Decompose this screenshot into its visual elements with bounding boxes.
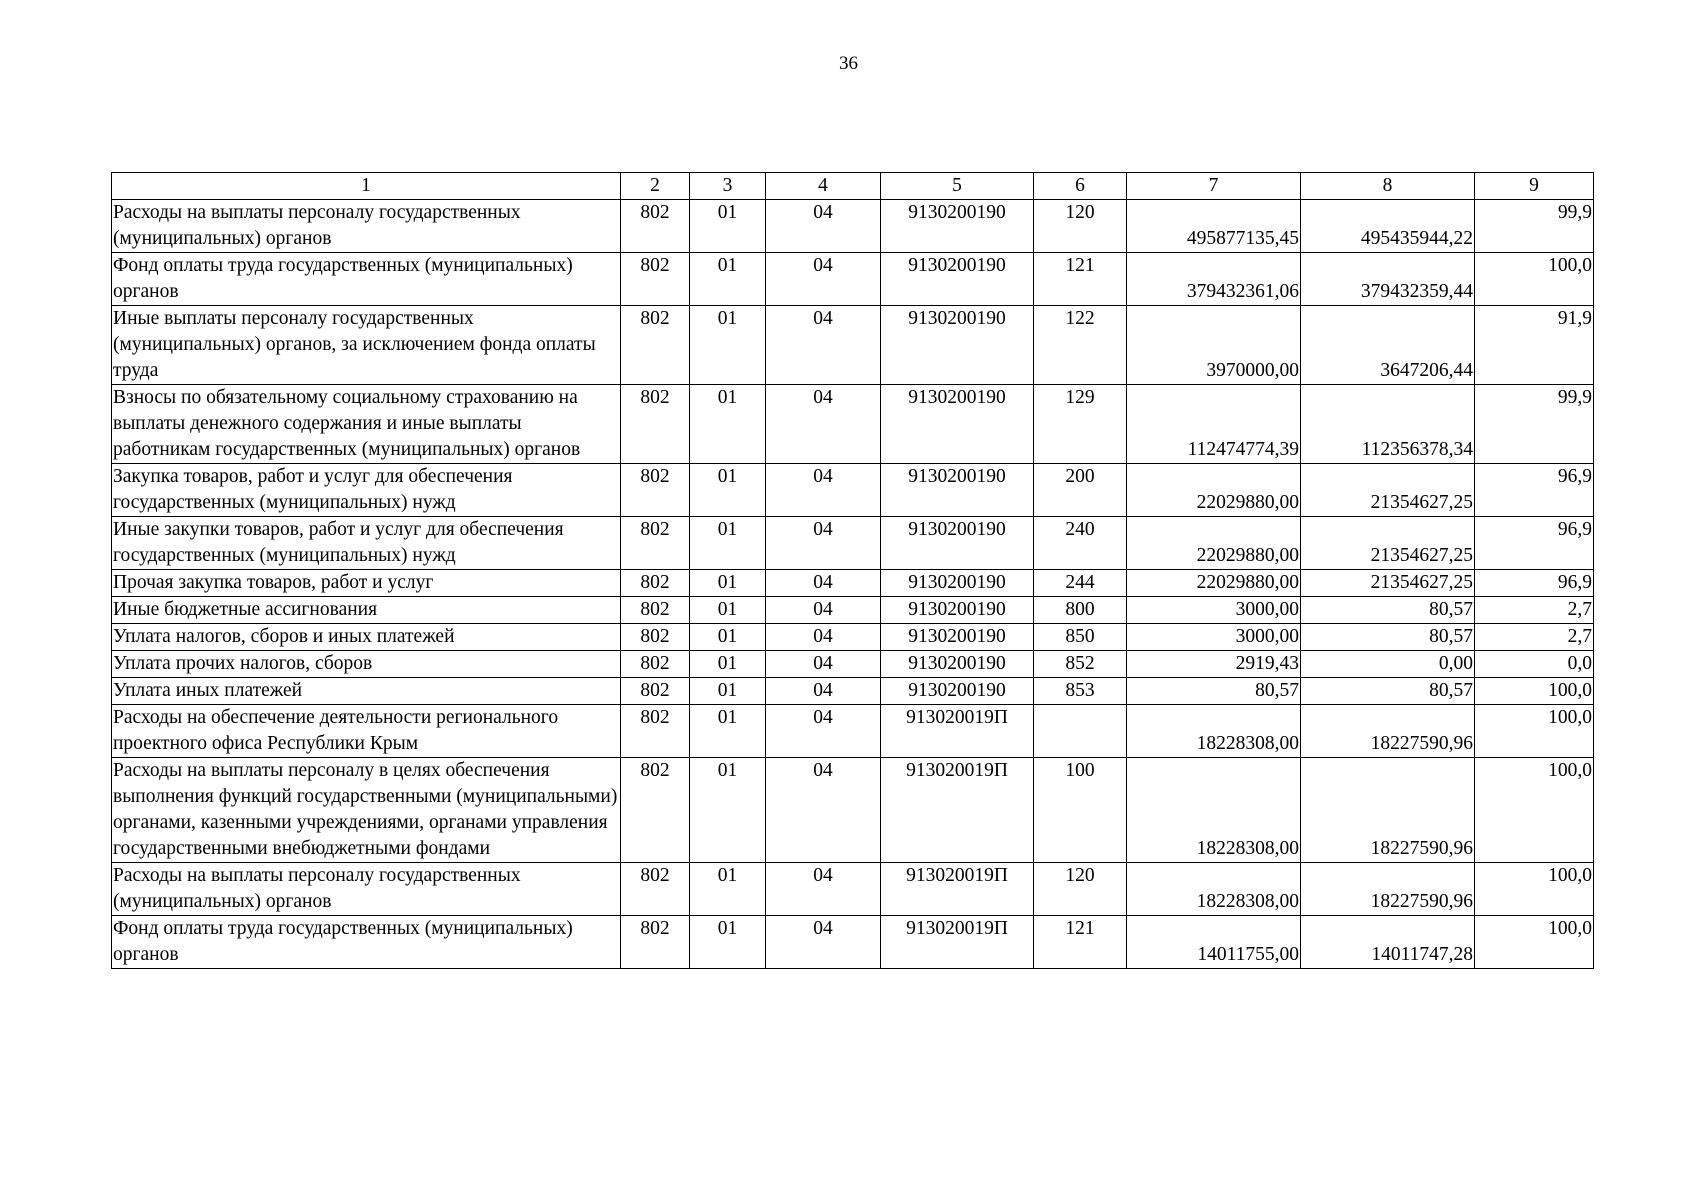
cell-column-4: 04 — [766, 705, 881, 758]
cell-column-5: 9130200190 — [881, 570, 1034, 597]
column-header: 5 — [881, 173, 1034, 200]
cell-column-5: 9130200190 — [881, 624, 1034, 651]
cell-column-2: 802 — [621, 597, 690, 624]
cell-column-3: 01 — [690, 758, 766, 863]
cell-column-8: 21354627,25 — [1301, 464, 1475, 517]
table-row — [112, 517, 1594, 570]
cell-column-5: 9130200190 — [881, 253, 1034, 306]
cell-column-3: 01 — [690, 253, 766, 306]
column-header: 9 — [1475, 173, 1594, 200]
cell-column-8: 21354627,25 — [1301, 517, 1475, 570]
cell-column-3: 01 — [690, 385, 766, 464]
cell-column-8: 0,00 — [1301, 651, 1475, 678]
cell-column-6: 122 — [1034, 306, 1127, 385]
cell-expense-name: Уплата налогов, сборов и иных платежей — [112, 624, 621, 651]
cell-column-6: 853 — [1034, 678, 1127, 705]
cell-column-9: 100,0 — [1475, 758, 1594, 863]
cell-expense-name: Закупка товаров, работ и услуг для обеспечения государственных (муниципальных) нужд — [112, 464, 621, 517]
cell-expense-name: Расходы на выплаты персоналу в целях обеспечения выполнения функций государственными (муниципальными) органами, казенными учреждениями, органами управления государственными внебюджетными фондами — [112, 758, 621, 863]
cell-column-7: 2919,43 — [1127, 651, 1301, 678]
cell-column-9: 100,0 — [1475, 916, 1594, 969]
cell-column-4: 04 — [766, 597, 881, 624]
cell-column-7: 22029880,00 — [1127, 464, 1301, 517]
cell-column-2: 802 — [621, 916, 690, 969]
cell-column-4: 04 — [766, 678, 881, 705]
cell-column-2: 802 — [621, 624, 690, 651]
table-header-row — [112, 173, 1594, 200]
cell-column-8: 14011747,28 — [1301, 916, 1475, 969]
cell-column-8: 80,57 — [1301, 624, 1475, 651]
cell-column-9: 99,9 — [1475, 385, 1594, 464]
cell-column-2: 802 — [621, 651, 690, 678]
cell-column-4: 04 — [766, 651, 881, 678]
cell-column-9: 0,0 — [1475, 651, 1594, 678]
cell-expense-name: Иные выплаты персоналу государственных (муниципальных) органов, за исключением фонда оплаты труда — [112, 306, 621, 385]
cell-column-7: 14011755,00 — [1127, 916, 1301, 969]
cell-column-8: 18227590,96 — [1301, 758, 1475, 863]
budget-table — [111, 172, 1594, 969]
cell-column-2: 802 — [621, 385, 690, 464]
cell-column-4: 04 — [766, 306, 881, 385]
table-row — [112, 705, 1594, 758]
cell-expense-name: Расходы на обеспечение деятельности регионального проектного офиса Республики Крым — [112, 705, 621, 758]
cell-column-6: 850 — [1034, 624, 1127, 651]
cell-column-5: 9130200190 — [881, 464, 1034, 517]
column-header: 7 — [1127, 173, 1301, 200]
cell-column-9: 100,0 — [1475, 253, 1594, 306]
cell-column-3: 01 — [690, 306, 766, 385]
cell-column-7: 379432361,06 — [1127, 253, 1301, 306]
cell-column-5: 9130200190 — [881, 678, 1034, 705]
cell-column-4: 04 — [766, 200, 881, 253]
cell-column-9: 100,0 — [1475, 863, 1594, 916]
cell-column-5: 9130200190 — [881, 200, 1034, 253]
table-row — [112, 306, 1594, 385]
cell-column-2: 802 — [621, 570, 690, 597]
table-row — [112, 651, 1594, 678]
cell-column-6 — [1034, 705, 1127, 758]
cell-column-4: 04 — [766, 517, 881, 570]
cell-column-3: 01 — [690, 705, 766, 758]
cell-column-7: 495877135,45 — [1127, 200, 1301, 253]
cell-column-3: 01 — [690, 651, 766, 678]
table-row — [112, 253, 1594, 306]
cell-expense-name: Иные бюджетные ассигнования — [112, 597, 621, 624]
cell-column-9: 96,9 — [1475, 464, 1594, 517]
cell-expense-name: Взносы по обязательному социальному страхованию на выплаты денежного содержания и иные выплаты работникам государственных (муниципальных) органов — [112, 385, 621, 464]
cell-column-2: 802 — [621, 758, 690, 863]
cell-column-6: 120 — [1034, 200, 1127, 253]
cell-column-7: 112474774,39 — [1127, 385, 1301, 464]
cell-column-3: 01 — [690, 517, 766, 570]
cell-column-3: 01 — [690, 624, 766, 651]
cell-column-8: 80,57 — [1301, 678, 1475, 705]
cell-column-7: 3000,00 — [1127, 597, 1301, 624]
cell-column-4: 04 — [766, 385, 881, 464]
cell-column-3: 01 — [690, 570, 766, 597]
cell-column-7: 22029880,00 — [1127, 517, 1301, 570]
cell-column-5: 913020019П — [881, 758, 1034, 863]
cell-column-7: 18228308,00 — [1127, 705, 1301, 758]
cell-expense-name: Фонд оплаты труда государственных (муниципальных) органов — [112, 916, 621, 969]
table-row — [112, 624, 1594, 651]
table-row — [112, 678, 1594, 705]
cell-column-2: 802 — [621, 464, 690, 517]
cell-column-6: 121 — [1034, 253, 1127, 306]
cell-column-9: 100,0 — [1475, 678, 1594, 705]
cell-column-5: 913020019П — [881, 705, 1034, 758]
cell-column-6: 120 — [1034, 863, 1127, 916]
cell-column-6: 129 — [1034, 385, 1127, 464]
cell-column-8: 379432359,44 — [1301, 253, 1475, 306]
cell-column-7: 80,57 — [1127, 678, 1301, 705]
cell-expense-name: Уплата прочих налогов, сборов — [112, 651, 621, 678]
cell-column-2: 802 — [621, 678, 690, 705]
cell-column-5: 9130200190 — [881, 306, 1034, 385]
cell-column-2: 802 — [621, 705, 690, 758]
cell-column-9: 100,0 — [1475, 705, 1594, 758]
cell-column-8: 112356378,34 — [1301, 385, 1475, 464]
cell-column-4: 04 — [766, 916, 881, 969]
cell-column-6: 244 — [1034, 570, 1127, 597]
cell-column-7: 18228308,00 — [1127, 863, 1301, 916]
cell-column-6: 200 — [1034, 464, 1127, 517]
cell-column-2: 802 — [621, 863, 690, 916]
cell-expense-name: Прочая закупка товаров, работ и услуг — [112, 570, 621, 597]
cell-column-5: 9130200190 — [881, 517, 1034, 570]
cell-expense-name: Уплата иных платежей — [112, 678, 621, 705]
cell-column-3: 01 — [690, 597, 766, 624]
column-header: 8 — [1301, 173, 1475, 200]
cell-column-5: 913020019П — [881, 916, 1034, 969]
cell-column-9: 96,9 — [1475, 517, 1594, 570]
page-number: 36 — [839, 53, 858, 74]
cell-column-6: 800 — [1034, 597, 1127, 624]
column-header: 1 — [112, 173, 621, 200]
table-row — [112, 597, 1594, 624]
cell-column-6: 100 — [1034, 758, 1127, 863]
cell-column-5: 9130200190 — [881, 597, 1034, 624]
cell-expense-name: Иные закупки товаров, работ и услуг для обеспечения государственных (муниципальных) нужд — [112, 517, 621, 570]
cell-column-3: 01 — [690, 863, 766, 916]
cell-column-8: 495435944,22 — [1301, 200, 1475, 253]
table-row — [112, 200, 1594, 253]
cell-column-8: 80,57 — [1301, 597, 1475, 624]
table-row — [112, 916, 1594, 969]
cell-column-4: 04 — [766, 253, 881, 306]
cell-column-9: 91,9 — [1475, 306, 1594, 385]
cell-column-8: 21354627,25 — [1301, 570, 1475, 597]
cell-column-5: 9130200190 — [881, 385, 1034, 464]
cell-column-6: 852 — [1034, 651, 1127, 678]
cell-column-3: 01 — [690, 678, 766, 705]
cell-column-8: 3647206,44 — [1301, 306, 1475, 385]
cell-column-2: 802 — [621, 306, 690, 385]
cell-column-8: 18227590,96 — [1301, 863, 1475, 916]
cell-column-2: 802 — [621, 200, 690, 253]
cell-expense-name: Расходы на выплаты персоналу государственных (муниципальных) органов — [112, 200, 621, 253]
cell-column-7: 22029880,00 — [1127, 570, 1301, 597]
cell-column-4: 04 — [766, 624, 881, 651]
cell-column-7: 3970000,00 — [1127, 306, 1301, 385]
cell-column-4: 04 — [766, 570, 881, 597]
cell-expense-name: Расходы на выплаты персоналу государственных (муниципальных) органов — [112, 863, 621, 916]
cell-column-9: 2,7 — [1475, 624, 1594, 651]
cell-column-2: 802 — [621, 517, 690, 570]
cell-column-6: 240 — [1034, 517, 1127, 570]
table-row — [112, 570, 1594, 597]
cell-column-3: 01 — [690, 916, 766, 969]
cell-column-5: 9130200190 — [881, 651, 1034, 678]
table-row — [112, 385, 1594, 464]
cell-column-4: 04 — [766, 464, 881, 517]
cell-column-8: 18227590,96 — [1301, 705, 1475, 758]
cell-column-9: 2,7 — [1475, 597, 1594, 624]
cell-column-4: 04 — [766, 758, 881, 863]
cell-column-9: 96,9 — [1475, 570, 1594, 597]
cell-column-6: 121 — [1034, 916, 1127, 969]
cell-column-5: 913020019П — [881, 863, 1034, 916]
table-row — [112, 863, 1594, 916]
cell-expense-name: Фонд оплаты труда государственных (муниципальных) органов — [112, 253, 621, 306]
column-header: 2 — [621, 173, 690, 200]
column-header: 3 — [690, 173, 766, 200]
cell-column-7: 3000,00 — [1127, 624, 1301, 651]
cell-column-9: 99,9 — [1475, 200, 1594, 253]
cell-column-7: 18228308,00 — [1127, 758, 1301, 863]
cell-column-3: 01 — [690, 200, 766, 253]
column-header: 4 — [766, 173, 881, 200]
cell-column-3: 01 — [690, 464, 766, 517]
table-row — [112, 464, 1594, 517]
column-header: 6 — [1034, 173, 1127, 200]
cell-column-4: 04 — [766, 863, 881, 916]
cell-column-2: 802 — [621, 253, 690, 306]
table-row — [112, 758, 1594, 863]
